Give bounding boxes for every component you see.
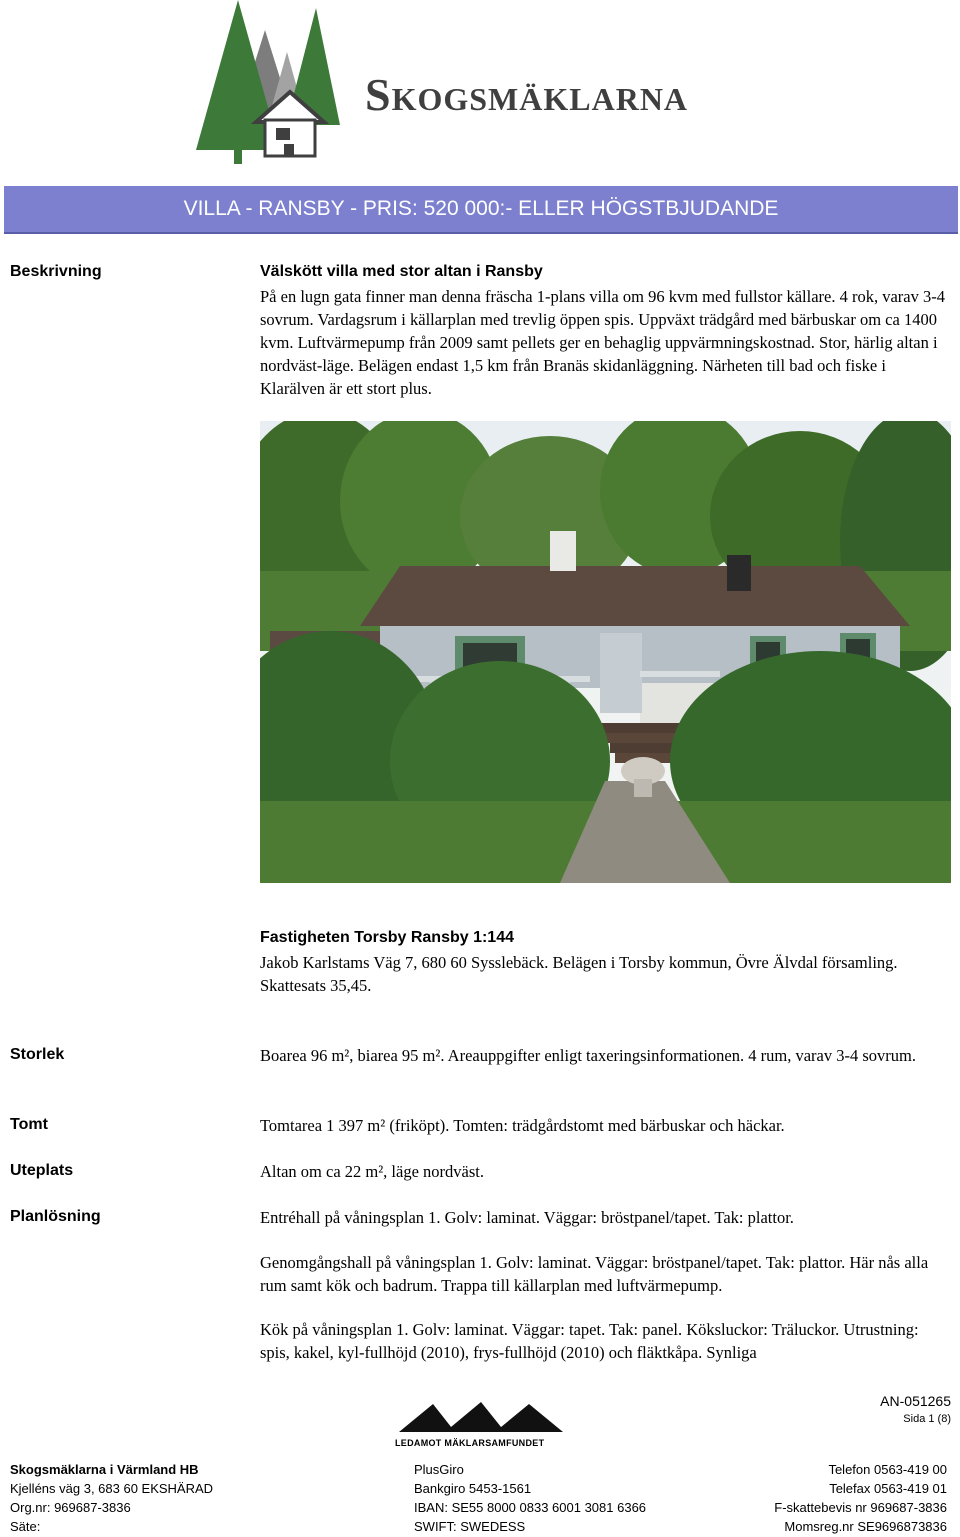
company-wordmark: Skogsmäklarna: [365, 69, 689, 120]
plot-text: Tomtarea 1 397 m² (friköpt). Tomten: trädgårdstomt med bärbuskar och häckar.: [260, 1116, 785, 1135]
size-text: Boarea 96 m², biarea 95 m². Areauppgifter enligt taxeringsinformationen. 4 rum, varav 3-4 sovrum.: [260, 1046, 916, 1065]
footer-address: Kjelléns väg 3, 683 60 EKSHÄRAD: [10, 1481, 214, 1496]
property-heading: Fastigheten Torsby Ransby 1:144: [260, 929, 514, 946]
layout-hall: Genomgångshall på våningsplan 1. Golv: laminat. Väggar: bröstpanel/tapet. Tak: plattor. Här nås alla rum samt kök och badrum. Trappa till källarplan med luftvärmepump.: [260, 1253, 929, 1295]
footer-swift: SWIFT: SWEDESS: [414, 1519, 526, 1534]
description-text: På en lugn gata finner man denna fräscha 1-plans villa om 96 kvm med fullstor källare. 4 rok, varav 3-4 sovrum. Vardagsrum i källarplan med trevlig öppen spis. Uppväxt trädgård med bärbuskar om ca 1400 kvm. Luftvärmepump från 2009 samt pellets ger en behaglig uppvärmningskostnad. Stor, härlig altan i nordväst-läge. Belägen endast 1,5 km från Branäs skidanläggning. Närheten till bad och fiske i Klarälven är ett stort plus.: [260, 287, 945, 398]
footer-tax-certificate: F-skattebevis nr 969687-3836: [774, 1500, 947, 1515]
property-block: [260, 929, 950, 997]
maklarsamfundet-logo: [395, 1402, 567, 1446]
section-label-tomt: Tomt: [10, 1116, 48, 1133]
maklarsamfundet-text: LEDAMOT MÄKLARSAMFUNDET: [395, 1438, 545, 1448]
section-label-beskrivning: Beskrivning: [10, 263, 102, 280]
description-heading: Välskött villa med stor altan i Ransby: [260, 263, 543, 280]
layout-entrance: Entréhall på våningsplan 1. Golv: laminat. Väggar: bröstpanel/tapet. Tak: plattor.: [260, 1208, 794, 1227]
footer-vat-number: Momsreg.nr SE9696873836: [784, 1519, 947, 1534]
footer-plusgiro: PlusGiro: [414, 1462, 464, 1477]
footer-phone: Telefon 0563-419 00: [828, 1462, 947, 1477]
footer-seat: Säte:: [10, 1519, 41, 1534]
property-address: Jakob Karlstams Väg 7, 680 60 Sysslebäck. Belägen i Torsby kommun, Övre Älvdal församling.: [260, 953, 898, 972]
footer-contact-info: [774, 1460, 947, 1536]
section-label-storlek: Storlek: [10, 1046, 65, 1063]
page-number: Sida 1 (8): [903, 1413, 951, 1425]
layout-kitchen: Kök på våningsplan 1. Golv: laminat. Väggar: tapet. Tak: panel. Köksluckor: Träluckor. Utrustning: spis, kakel, kyl-fullhöjd (2010), frys-fullhöjd (2010) och fläktkåpa. Synliga: [260, 1320, 919, 1362]
maklarsamfundet-mark-icon: [395, 1402, 567, 1432]
footer-fax: Telefax 0563-419 01: [829, 1481, 947, 1496]
footer-iban: IBAN: SE55 8000 0833 6001 3081 6366: [414, 1500, 647, 1515]
footer-company-info: [10, 1460, 213, 1536]
footer-bank-info: [414, 1460, 646, 1536]
document-reference: AN-051265: [880, 1393, 951, 1409]
footer-company-name: Skogsmäklarna i Värmland HB: [10, 1462, 199, 1477]
patio-text: Altan om ca 22 m², läge nordväst.: [260, 1162, 484, 1181]
footer-bankgiro: Bankgiro 5453-1561: [414, 1481, 532, 1496]
description-block: [260, 263, 950, 400]
house-photo: [260, 421, 951, 883]
section-label-planlosning: Planlösning: [10, 1208, 101, 1225]
section-label-uteplats: Uteplats: [10, 1162, 74, 1179]
listing-title-bar: [4, 186, 958, 234]
listing-title: VILLA - RANSBY - PRIS: 520 000:- ELLER HÖGSTBJUDANDE: [183, 197, 779, 220]
property-tax: Skattesats 35,45.: [260, 976, 372, 995]
footer-org-number: Org.nr: 969687-3836: [10, 1500, 131, 1515]
